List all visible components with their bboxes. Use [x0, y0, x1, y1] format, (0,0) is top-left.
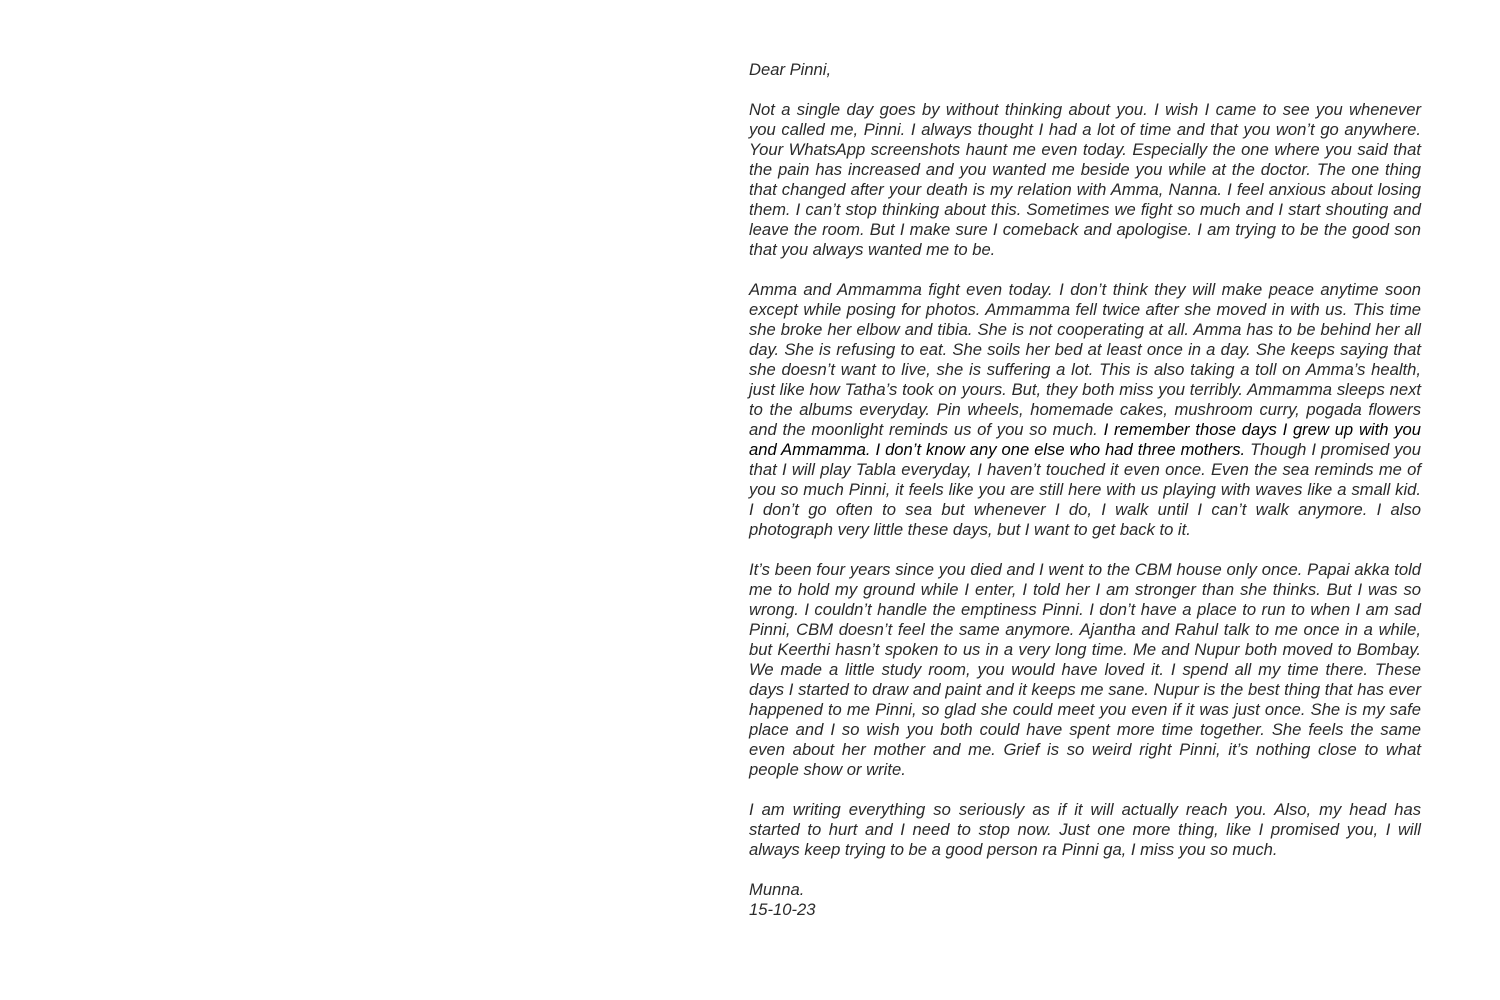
paragraph-2-part-2: Though I promised you that I will play Tabla everyday, I haven’t touched it even once. Even the sea reminds me of you so much Pinni, it feels like you are still here with us playing with waves like a small kid. I don’t go often to sea but whenever I do, I walk until I can’t walk anymore. I also photograph very little these days, but I want to get back to it.	[749, 440, 1421, 539]
signature: Munna.	[749, 880, 805, 899]
paragraph-2-highlight: I remember those days I grew up with you and Ammamma. I don’t know any one else who had three mothers.	[749, 420, 1421, 459]
letter-body	[749, 60, 1421, 920]
paragraph-4: I am writing everything so seriously as if it will actually reach you. Also, my head has started to hurt and I need to stop now. Just one more thing, like I promised you, I will always keep trying to be a good person ra Pinni ga, I miss you so much.	[749, 800, 1421, 859]
paragraph-2-part-1: Amma and Ammamma fight even today. I don’t think they will make peace anytime soon except while posing for photos. Ammamma fell twice after she moved in with us. This time she broke her elbow and tibia. She is not cooperating at all. Amma has to be behind her all day. She is refusing to eat. She soils her bed at least once in a day. She keeps saying that she doesn’t want to live, she is suffering a lot. This is also taking a toll on Amma’s health, just like how Tatha’s took on yours. But, they both miss you terribly. Ammamma sleeps next to the albums everyday. Pin wheels, homemade cakes, mushroom curry, pogada flowers and the moonlight reminds us of you so much.	[749, 280, 1421, 439]
paragraph-2	[749, 280, 1421, 540]
paragraph-1: Not a single day goes by without thinking about you. I wish I came to see you whenever you called me, Pinni. I always thought I had a lot of time and that you won’t go anywhere. Your WhatsApp screenshots haunt me even today. Especially the one where you said that the pain has increased and you wanted me beside you while at the doctor. The one thing that changed after your death is my relation with Amma, Nanna. I feel anxious about losing them. I can’t stop thinking about this. Sometimes we fight so much and I start shouting and leave the room. But I make sure I comeback and apologise. I am trying to be the good son that you always wanted me to be.	[749, 100, 1421, 259]
signature-block	[749, 880, 1421, 920]
paragraph-3: It’s been four years since you died and I went to the CBM house only once. Papai akka told me to hold my ground while I enter, I told her I am stronger than she thinks. But I was so wrong. I couldn’t handle the emptiness Pinni. I don’t have a place to run to when I am sad Pinni, CBM doesn’t feel the same anymore. Ajantha and Rahul talk to me once in a while, but Keerthi hasn’t spoken to us in a very long time. Me and Nupur both moved to Bombay. We made a little study room, you would have loved it. I spend all my time there. These days I started to draw and paint and it keeps me sane. Nupur is the best thing that has ever happened to me Pinni, so glad she could meet you even if it was just once. She is my safe place and I so wish you both could have spent more time together. She feels the same even about her mother and me. Grief is so weird right Pinni, it’s nothing close to what people show or write.	[749, 560, 1421, 779]
salutation: Dear Pinni,	[749, 60, 832, 79]
letter-date: 15-10-23	[749, 900, 816, 919]
